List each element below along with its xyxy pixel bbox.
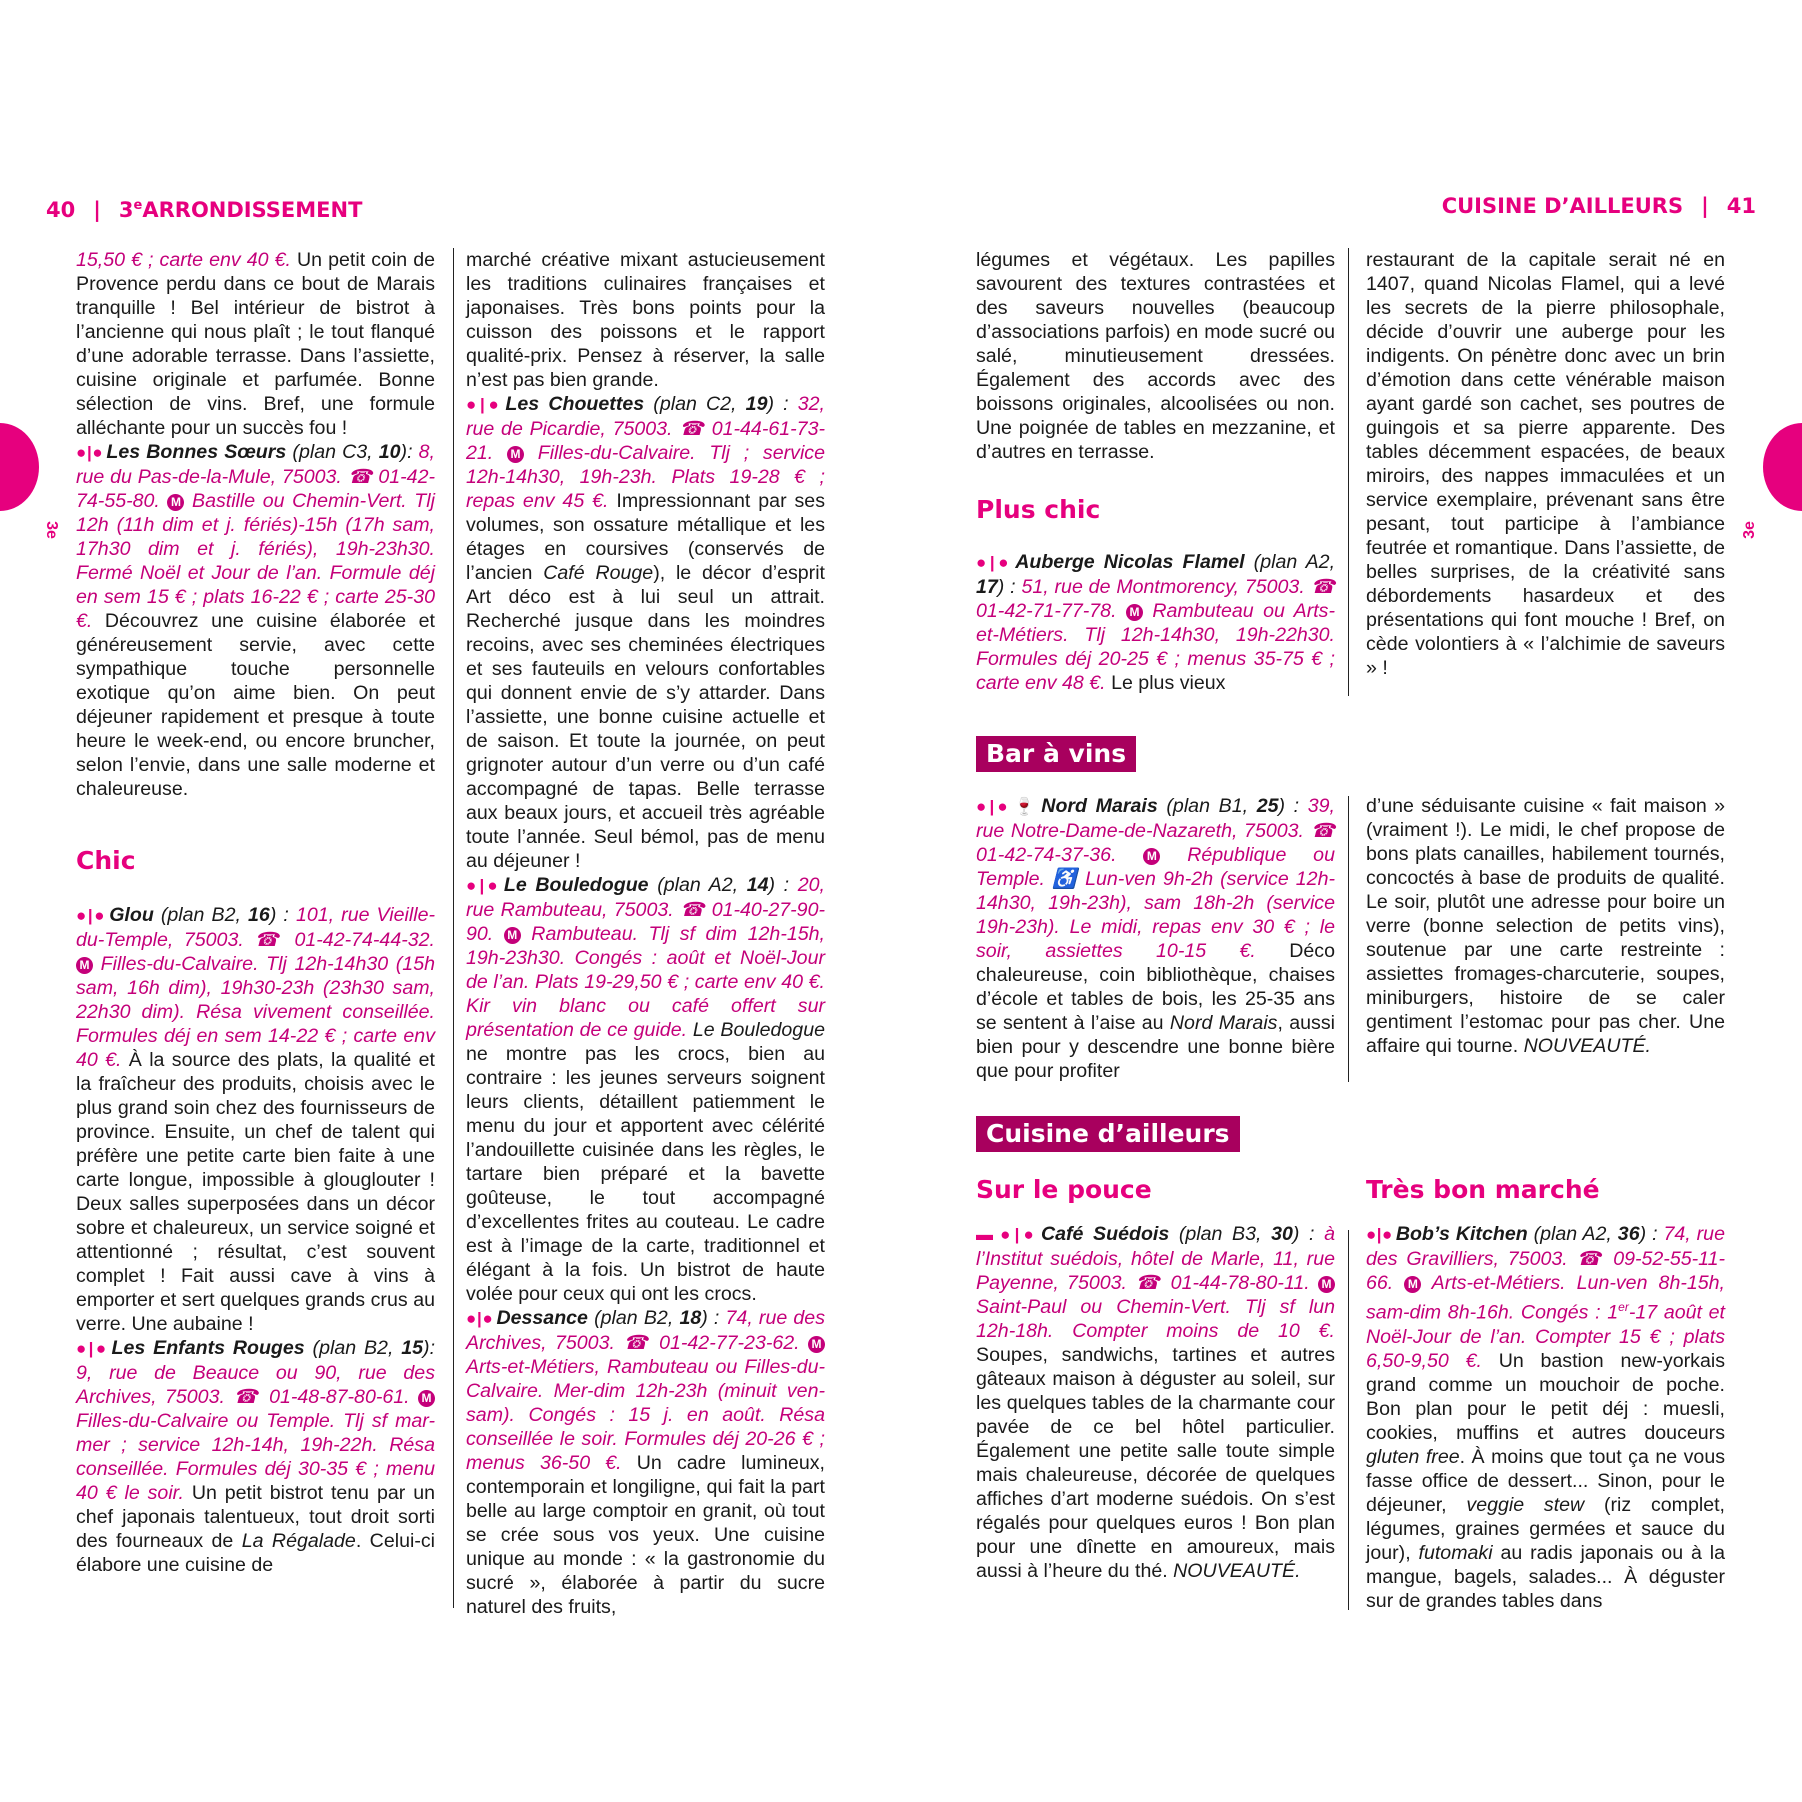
entry-dessance: ●|● Dessance (plan B2, 18) : 74, rue des Archives, 75003. ☎ 01-42-77-23-62. M Arts-et-Métiers, Rambuteau ou Filles-du-Calvaire. Mer-dim 12h-23h (minuit ven-sam). Congés : 15 j. en août. Résa conseillée le soir. Formules déj 20-26 € ; menus 36-50 €. Un cadre lumineux, contemporain et longiligne, qui fait la part belle au large comptoir en granit, où tout se crée sous vos yeux. Une cuisine unique au monde : « la gastronomie du sucré », élaborée à partir du sucre naturel des fruits,	[466, 1307, 826, 1618]
column-rule-right-bottom	[1348, 1230, 1349, 1610]
entry-cafe-suedois: ▬ ●|● Café Suédois (plan B3, 30) : à l’Institut suédois, hôtel de Marle, 11, rue Payenne, 75003. ☎ 01-44-78-80-11. M Saint-Paul ou Chemin-Vert. Tlj sf lun 12h-18h. Compter moins de 10 €. Soupes, sandwichs, tartines et autres gâteaux maison à déguster au soleil, sur les quelques tables de la charmante cour pavée de ce bel hôtel particulier. Également une petite salle toute simple mais chaleureuse, décorée de quelques affiches d’art moderne suédois. On s’est régalés pour quelques euros ! Bon plan pour une dînette en amoureux, mais aussi à l’heure du thé. NOUVEAUTÉ.	[976, 1223, 1335, 1582]
restaurant-icon: ●|●	[976, 553, 1013, 572]
metro-icon: M	[504, 927, 521, 944]
section-cuisine-ailleurs	[976, 1116, 1240, 1152]
phone-icon: ☎	[254, 929, 284, 951]
phone-icon: ☎	[679, 418, 705, 440]
column-rule-left-page	[453, 248, 454, 1608]
column-2	[466, 248, 825, 1619]
restaurant-name: Glou	[109, 904, 154, 926]
restaurant-name: Dessance	[496, 1307, 588, 1329]
col2-intro: marché créative mixant astucieusement les traditions culinaires françaises et japonaises. Très bons points pour la cuisson des poissons et le rapport qualité-prix. Pensez à réserver, la salle n’est pas bien grande.	[466, 249, 825, 391]
entry-les-chouettes: ●|● Les Chouettes (plan C2, 19) : 32, rue de Picardie, 75003. ☎ 01-44-61-73-21. M Filles-du-Calvaire. Tlj ; service 12h-14h30, 19h-23h. Plats 19-28 € ; repas env 45 €. Impressionnant par ses volumes, son ossature métallique et les étages en coursives (conservés de l’ancien Café Rouge), le décor d’esprit Art déco est à lui seul un attrait. Recherché jusque dans les moindres recoins, avec ses cheminées électriques et ses fauteuils en velours confortables qui donnent envie de s’y attarder. Dans l’assiette, une bonne cuisine actuelle et de saison. Et toute la journée, on peut grignoter autour d’un verre ou d’un café accompagné de tapas. Belle terrasse aux beaux jours, et accueil très agréable toute l’année. Seul bémol, pas de menu au déjeuner !	[466, 393, 825, 872]
metro-icon: M	[76, 957, 93, 974]
left-section-sup: e	[133, 198, 143, 213]
entry-auberge-nicolas-flamel: ●|● Auberge Nicolas Flamel (plan A2, 17) : 51, rue de Montmorency, 75003. ☎ 01-42-71-77-78. M Rambuteau ou Arts-et-Métiers. Tlj 12h-14h30, 19h-22h30. Formules déj 20-25 € ; menus 35-75 € ; carte env 48 €. Le plus vieux	[976, 551, 1336, 694]
restaurant-icon: ●|●	[466, 395, 503, 414]
left-page-number: 40	[46, 198, 76, 222]
restaurant-icon: ●|●	[466, 1309, 494, 1328]
band-cuisine-ailleurs: Cuisine d’ailleurs	[976, 1116, 1240, 1152]
restaurant-icon: ●|●	[976, 797, 1011, 816]
heading-chic: Chic	[76, 846, 136, 875]
metro-icon: M	[418, 1390, 435, 1407]
left-section-number: 3	[118, 198, 134, 222]
phone-icon: ☎	[623, 1332, 651, 1354]
phone-icon: ☎	[347, 466, 373, 488]
restaurant-icon: ●|●	[76, 906, 107, 925]
restaurant-name: Les Chouettes	[505, 393, 645, 415]
entry-les-bonnes-soeurs: ●|● Les Bonnes Sœurs (plan C3, 10): 8, rue du Pas-de-la-Mule, 75003. ☎ 01-42-74-55-80. M Bastille ou Chemin-Vert. Tlj 12h (11h dim et j. fériés)-15h (17h sam, 17h30 dim et j. fériés), 19h-23h30. Fermé Noël et Jour de l’an. Formule déj en sem 15 € ; plats 16-22 € ; carte 25-30 €. Découvrez une cuisine élaborée et généreusement servie, avec cette sympathique touche personnelle exotique qu’on aime bien. On peut déjeuner rapidement et presque à toute heure le week-end, ou encore bruncher, selon l’envie, dans une salle moderne et chaleureuse.	[76, 441, 435, 800]
restaurant-icon: ●|●	[76, 1339, 109, 1358]
metro-icon: M	[808, 1336, 825, 1353]
entry-glou: ●|● Glou (plan B2, 16) : 101, rue Vieille-du-Temple, 75003. ☎ 01-42-74-44-32. M Filles-du-Calvaire. Tlj 12h-14h30 (15h sam, 16h dim), 19h30-23h (23h30 sam, 22h30 dim). Résa vivement conseillée. Formules déj en sem 14-22 € ; carte env 40 €. À la source des plats, la qualité et la fraîcheur des produits, choisis avec le plus grand soin chez des fournisseurs de province. Ensuite, un chef de talent qui préfère une petite carte bien faite à une carte longue, impossible à glouglouter ! Deux salles superposées dans un décor sobre et chaleureux, un service soigné et attentionné ; résultat, c’est souvent complet ! Fait aussi cave à vins à emporter et sert quelques grands crus au verre. Une aubaine !	[76, 904, 436, 1335]
header-separator: |	[1701, 194, 1709, 218]
bar-col-right	[1366, 794, 1725, 1058]
left-side-mark: 3e	[42, 521, 60, 539]
phone-icon: ☎	[1576, 1248, 1605, 1270]
column-1	[76, 248, 435, 1577]
sandwich-icon: ▬	[976, 1225, 993, 1244]
restaurant-name: Auberge Nicolas Flamel	[1015, 551, 1245, 573]
entry-les-enfants-rouges: ●|● Les Enfants Rouges (plan B2, 15): 9, rue de Beauce ou 90, rue des Archives, 75003. ☎ 01-48-87-80-61. M Filles-du-Calvaire ou Temple. Tlj sf mar-mer ; service 12h-14h, 19h-22h. Résa conseillée. Formules déj 30-35 € ; menu 40 € le soir. Un petit bistrot tenu par un chef japonais talentueux, tout droit sorti des fourneaux de La Régalade. Celui-ci élabore une cuisine de	[76, 1337, 436, 1576]
restaurant-name: Les Enfants Rouges	[111, 1337, 305, 1359]
band-bar-a-vins: Bar à vins	[976, 736, 1136, 772]
column-4	[1366, 248, 1725, 680]
metro-icon: M	[167, 494, 184, 511]
header-separator: |	[93, 198, 101, 222]
col1-intro: 15,50 € ; carte env 40 €. Un petit coin de Provence perdu dans ce bout de Marais tranquille ! Bel intérieur de bistrot à l’ancienne qui nous plaît ; le tout flanqué d’une adorable terrasse. Dans l’assiette, cuisine originale et parfumée. Bonne sélection de vins. Bref, une formule alléchante pour un succès fou !	[76, 249, 435, 439]
nord-marais-continued: d’une séduisante cuisine « fait maison » (vraiment !). Le midi, le chef propose de bons plats canailles, habilement tournés, concoctés à base de produits de qualité. Le soir, plutôt une adresse pour boire un verre (bonne selection de petits vins), soutenue par une carte restreinte : assiettes fromages-charcuterie, soupes, miniburgers, histoire de se caler gentiment l’estomac pour pas cher. Une affaire qui tourne. NOUVEAUTÉ.	[1366, 795, 1725, 1057]
wine-glass-icon: 🍷	[1013, 797, 1039, 816]
right-page-header	[1442, 191, 1756, 221]
section-bar-a-vins	[976, 736, 1136, 772]
restaurant-icon: ●|●	[466, 876, 501, 895]
restaurant-name: Nord Marais	[1041, 795, 1158, 817]
col4-text: restaurant de la capitale serait né en 1407, quand Nicolas Flamel, qui a levé les secrets de la pierre philosophale, décide d’ouvrir une auberge pour les indigents. On pénètre donc avec un brin d’émotion dans cette vénérable maison ayant gardé son cachet, ses poutres de guingois et sa pierre apparente. Des tables décemment espacées, de beaux miroirs, des nappes immaculées et un service exemplaire, prévenant sans être pesant, tout participe à l’ambiance feutrée et romantique. Dans l’assiette, de belles surprises, de la créativité sans débordements hasardeux et des présentations qui font mouche ! Bref, on cède volontiers à « l’alchimie de saveurs » !	[1366, 249, 1725, 679]
entry-le-bouledogue: ●|● Le Bouledogue (plan A2, 14) : 20, rue Rambuteau, 75003. ☎ 01-40-27-90-90. M Rambuteau. Tlj sf dim 12h-15h, 19h-23h30. Congés : août et Noël-Jour de l’an. Plats 19-29,50 € ; carte env 40 €. Kir vin blanc ou café offert sur présentation de ce guide. Le Bouledogue ne montre pas les crocs, bien au contraire : les jeunes serveurs soignent leurs clients, détaillent patiemment le menu du jour et apportent avec célérité l’andouillette cuisinée dans les règles, le tartare bien préparé et la bavette goûteuse, le tout accompagné d’excellentes frites au couteau. Le cadre est à l’image de la carte, traditionnel et élégant à la fois. Un bistrot de haute volée pour ceux qui ont les crocs.	[466, 874, 825, 1305]
phone-icon: ☎	[1310, 576, 1336, 598]
column-3	[976, 248, 1335, 695]
phone-icon: ☎	[1135, 1272, 1163, 1294]
left-page-header	[46, 191, 362, 221]
left-thumb-tab	[0, 423, 39, 511]
metro-icon: M	[1318, 1276, 1335, 1293]
right-page-number: 41	[1726, 194, 1756, 218]
wheelchair-icon: ♿	[1052, 868, 1079, 890]
phone-icon: ☎	[680, 899, 706, 921]
column-rule-right-top	[1348, 248, 1349, 696]
right-thumb-tab	[1763, 423, 1802, 511]
metro-icon: M	[1404, 1276, 1421, 1293]
right-section-title: CUISINE D’AILLEURS	[1441, 194, 1684, 218]
phone-icon: ☎	[233, 1386, 261, 1408]
heading-sur-le-pouce: Sur le pouce	[976, 1175, 1152, 1204]
entry-nord-marais: ●|● 🍷 Nord Marais (plan B1, 25) : 39, rue Notre-Dame-de-Nazareth, 75003. ☎ 01-42-74-37-36. M République ou Temple. ♿ Lun-ven 9h-2h (service 12h-14h30, 19h-23h), sam 18h-2h (service 19h-23h). Le midi, repas env 30 € ; le soir, assiettes 10-15 €. Déco chaleureuse, coin bibliothèque, chaises d’école et tables de bois, les 25-35 ans se sentent à l’aise au Nord Marais, aussi bien pour y descendre une bonne bière que pour profiter	[976, 795, 1336, 1082]
restaurant-name: Le Bouledogue	[503, 874, 649, 896]
ailleurs-col-left	[976, 1174, 1335, 1583]
metro-icon: M	[1126, 604, 1143, 621]
right-side-mark: 3e	[1740, 521, 1758, 539]
column-rule-right-mid	[1348, 796, 1349, 1082]
restaurant-icon: ●|●	[996, 1225, 1038, 1244]
left-section-title: ARRONDISSEMENT	[142, 198, 363, 222]
heading-plus-chic: Plus chic	[976, 495, 1101, 524]
entry-bobs-kitchen: ●|● Bob’s Kitchen (plan A2, 36) : 74, rue des Gravilliers, 75003. ☎ 09-52-55-11-66. M Arts-et-Métiers. Lun-ven 8h-15h, sam-dim 8h-16h. Congés : 1er-17 août et Noël-Jour de l’an. Compter 15 € ; plats 6,50-9,50 €. Un bastion new-yorkais grand comme un mouchoir de poche. Bon plan pour le petit déj : muesli, cookies, muffins et autres douceurs gluten free. À moins que tout ça ne vous fasse office de dessert... Sinon, pour le déjeuner, veggie stew (riz complet, légumes, graines germées et sauce du jour), futomaki au radis japonais ou à la mangue, bagels, salades... À déguster sur de grandes tables dans	[1366, 1223, 1726, 1612]
metro-icon: M	[1143, 848, 1160, 865]
metro-icon: M	[507, 446, 524, 463]
bar-col-left	[976, 794, 1335, 1083]
col3-intro: légumes et végétaux. Les papilles savourent des textures contrastées et des saveurs nouvelles (beaucoup d’associations parfois) en mode sucré ou salé, minutieusement dressées. Également des accords avec des boissons originales, alcoolisées ou non. Une poignée de tables en mezzanine, et d’autres en terrasse.	[976, 249, 1335, 463]
restaurant-icon: ●|●	[76, 443, 104, 462]
restaurant-icon: ●|●	[1366, 1225, 1393, 1244]
phone-icon: ☎	[1310, 820, 1335, 842]
ailleurs-col-right	[1366, 1174, 1725, 1613]
heading-tres-bon-marche: Très bon marché	[1366, 1175, 1600, 1204]
restaurant-name: Les Bonnes Sœurs	[106, 441, 287, 463]
restaurant-name: Bob’s Kitchen	[1395, 1223, 1528, 1245]
restaurant-name: Café Suédois	[1040, 1223, 1170, 1245]
